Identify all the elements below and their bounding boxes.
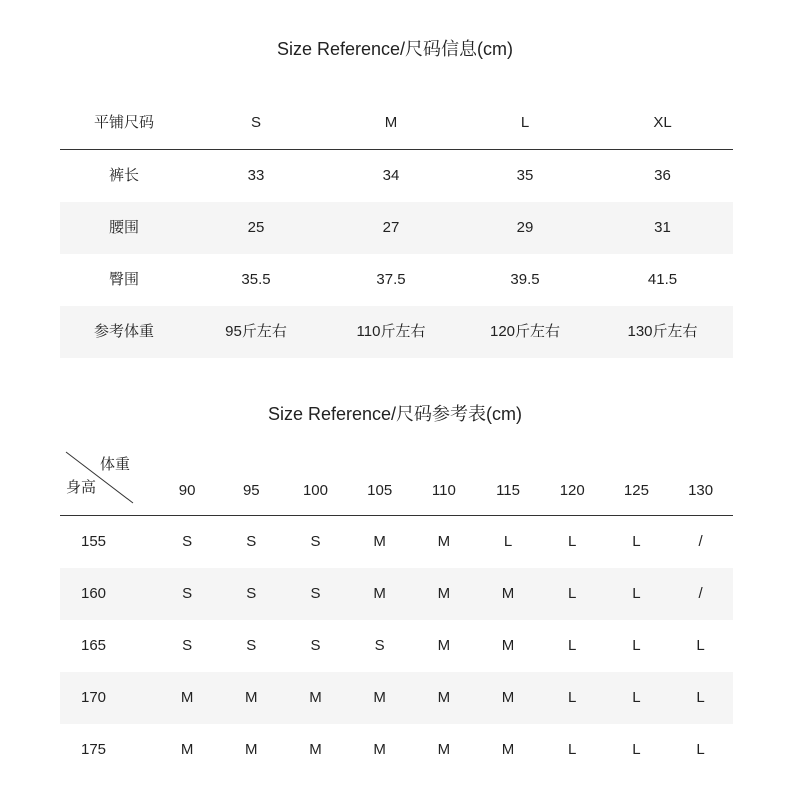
recommended-size: M bbox=[309, 689, 322, 706]
recommended-size: L bbox=[696, 741, 705, 758]
size-info-row bbox=[60, 254, 733, 306]
recommended-size: M bbox=[501, 637, 515, 654]
measurement-value: 35.5 bbox=[241, 271, 271, 288]
size-info-row bbox=[60, 150, 733, 202]
recommended-size: M bbox=[501, 689, 515, 706]
size-reference-row bbox=[60, 672, 733, 724]
measurement-value: 110斤左右 bbox=[356, 323, 426, 340]
measurement-value: 120斤左右 bbox=[489, 323, 561, 340]
recommended-size: M bbox=[501, 585, 515, 602]
measurement-value: 25 bbox=[247, 219, 265, 236]
weight-column-header: 120 bbox=[559, 482, 585, 499]
recommended-size: M bbox=[437, 533, 451, 550]
measurement-label: 臀围 bbox=[108, 271, 139, 288]
size-info-title: Size Reference/尺码信息(cm) bbox=[276, 39, 514, 59]
recommended-size: S bbox=[310, 585, 321, 602]
recommended-size: S bbox=[246, 533, 257, 550]
recommended-size: M bbox=[437, 741, 451, 758]
size-reference-row bbox=[60, 568, 733, 620]
recommended-size: L bbox=[568, 741, 577, 758]
size-info-row bbox=[60, 306, 733, 358]
weight-column-header: 90 bbox=[178, 482, 196, 499]
measurement-value: 95斤左右 bbox=[225, 323, 287, 340]
weight-column-header: 130 bbox=[688, 482, 714, 499]
height-row-label: 175 bbox=[81, 741, 107, 758]
recommended-size: S bbox=[310, 533, 321, 550]
recommended-size: M bbox=[501, 741, 515, 758]
measurement-value: 29 bbox=[516, 219, 534, 236]
measurement-value: 41.5 bbox=[647, 271, 678, 288]
height-row-label: 160 bbox=[81, 585, 107, 602]
recommended-size: S bbox=[182, 533, 193, 550]
recommended-size: M bbox=[180, 741, 194, 758]
weight-column-header: 100 bbox=[302, 482, 328, 499]
weight-axis-label: 体重 bbox=[100, 456, 131, 473]
measurement-label: 参考体重 bbox=[93, 323, 154, 340]
height-axis-label: 身高 bbox=[66, 479, 97, 496]
size-info-table bbox=[60, 96, 733, 358]
recommended-size: L bbox=[568, 533, 577, 550]
measurement-value: 31 bbox=[654, 219, 671, 236]
size-reference-row bbox=[60, 516, 733, 568]
size-info-body bbox=[60, 150, 733, 358]
size-reference-body bbox=[60, 516, 733, 776]
weight-column-header: 115 bbox=[496, 482, 520, 499]
recommended-size: / bbox=[698, 533, 703, 550]
recommended-size: M bbox=[245, 689, 258, 706]
size-info-row bbox=[60, 202, 733, 254]
size-reference-title: Size Reference/尺码参考表(cm) bbox=[267, 404, 523, 424]
recommended-size: S bbox=[310, 637, 321, 654]
recommended-size: L bbox=[568, 637, 577, 654]
recommended-size: M bbox=[373, 689, 386, 706]
size-reference-table bbox=[60, 450, 733, 776]
size-column-header: S bbox=[250, 113, 261, 131]
recommended-size: L bbox=[568, 585, 577, 602]
size-reference-row bbox=[60, 724, 733, 776]
measurement-value: 39.5 bbox=[510, 271, 540, 288]
size-info-header-label: 平铺尺码 bbox=[93, 113, 154, 131]
recommended-size: M bbox=[437, 585, 451, 602]
recommended-size: L bbox=[632, 585, 641, 602]
recommended-size: L bbox=[632, 689, 641, 706]
recommended-size: / bbox=[698, 585, 703, 602]
measurement-value: 36 bbox=[654, 167, 671, 184]
recommended-size: M bbox=[373, 585, 386, 602]
size-reference-header-row bbox=[60, 450, 733, 516]
height-row-label: 155 bbox=[81, 533, 107, 550]
size-column-header: XL bbox=[653, 113, 672, 131]
corner-header-cell bbox=[60, 450, 155, 515]
size-column-header: M bbox=[384, 113, 398, 131]
recommended-size: L bbox=[696, 637, 705, 654]
size-column-header: L bbox=[520, 113, 530, 131]
recommended-size: S bbox=[246, 585, 257, 602]
measurement-label: 裤长 bbox=[108, 167, 139, 184]
measurement-value: 130斤左右 bbox=[627, 323, 698, 340]
recommended-size: M bbox=[373, 741, 386, 758]
weight-column-header: 110 bbox=[431, 482, 456, 499]
recommended-size: M bbox=[309, 741, 322, 758]
measurement-value: 33 bbox=[247, 167, 265, 184]
recommended-size: L bbox=[696, 689, 705, 706]
recommended-size: L bbox=[632, 533, 641, 550]
measurement-value: 37.5 bbox=[376, 271, 406, 288]
measurement-value: 34 bbox=[382, 167, 400, 184]
recommended-size: M bbox=[373, 533, 386, 550]
recommended-size: S bbox=[246, 637, 257, 654]
weight-column-header: 105 bbox=[367, 482, 393, 499]
weight-column-header: 95 bbox=[242, 482, 260, 499]
recommended-size: M bbox=[180, 689, 194, 706]
recommended-size: L bbox=[632, 741, 641, 758]
height-row-label: 170 bbox=[81, 689, 107, 706]
recommended-size: M bbox=[437, 689, 451, 706]
height-row-label: 165 bbox=[81, 637, 107, 654]
weight-column-header: 125 bbox=[623, 482, 649, 499]
size-reference-row bbox=[60, 620, 733, 672]
recommended-size: L bbox=[503, 533, 513, 550]
size-info-header-row bbox=[60, 96, 733, 150]
recommended-size: M bbox=[245, 741, 258, 758]
recommended-size: S bbox=[182, 637, 193, 654]
measurement-value: 35 bbox=[516, 167, 534, 184]
recommended-size: L bbox=[632, 637, 641, 654]
recommended-size: M bbox=[437, 637, 451, 654]
measurement-value: 27 bbox=[382, 219, 400, 236]
recommended-size: S bbox=[182, 585, 193, 602]
measurement-label: 腰围 bbox=[108, 219, 139, 236]
recommended-size: L bbox=[568, 689, 577, 706]
recommended-size: S bbox=[374, 637, 385, 654]
